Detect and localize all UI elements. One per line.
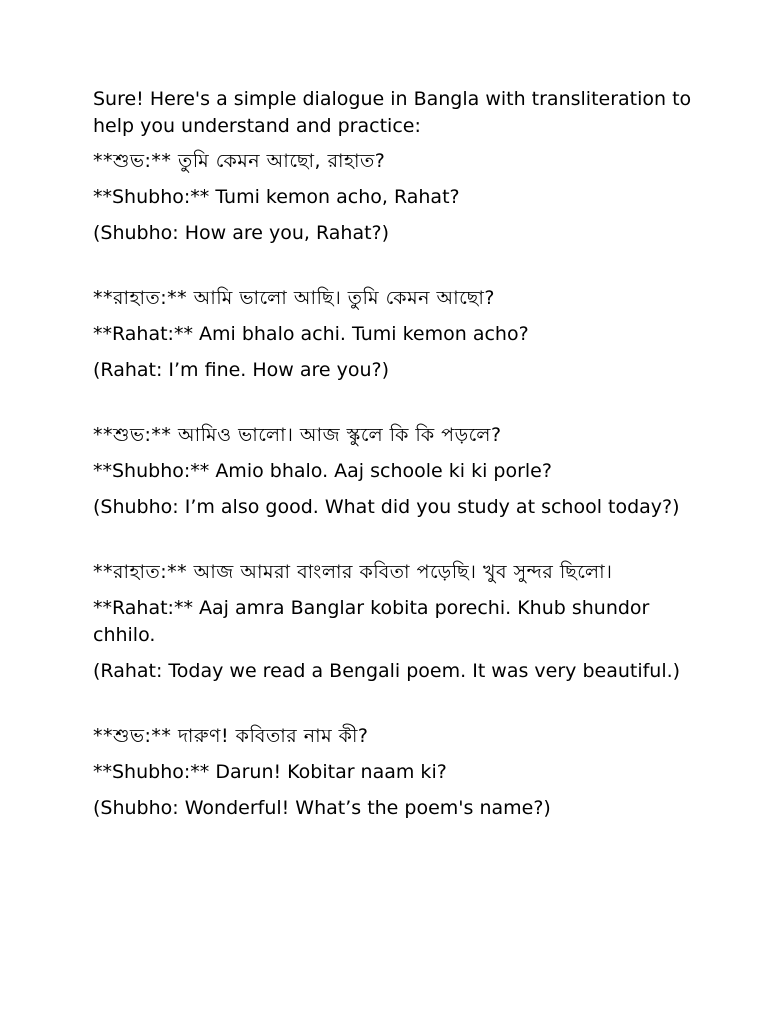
intro-paragraph: Sure! Here's a simple dialogue in Bangla with transliteration to help you understand and practice:: [93, 88, 692, 137]
bangla-line: **শুভ:** তুমি কেমন আছো, রাহাত?: [93, 150, 386, 172]
transliteration-line: **Rahat:** Aaj amra Banglar kobita porechi. Khub shundor chhilo.: [93, 597, 650, 646]
translation-line: (Shubho: How are you, Rahat?): [93, 222, 390, 244]
dialogue-exchange-1: [93, 148, 693, 247]
transliteration-line: **Shubho:** Tumi kemon acho, Rahat?: [93, 186, 460, 208]
dialogue-exchange-3: [93, 422, 693, 521]
bangla-line: **রাহাত:** আমি ভালো আছি। তুমি কেমন আছো?: [93, 287, 495, 309]
dialogue-exchange-5: [93, 723, 693, 822]
bangla-line: **শুভ:** দারুণ! কবিতার নাম কী?: [93, 725, 369, 747]
transliteration-line: **Shubho:** Amio bhalo. Aaj schoole ki ki porle?: [93, 460, 552, 482]
document-page: [93, 86, 693, 822]
translation-line: (Shubho: I’m also good. What did you study at school today?): [93, 496, 680, 518]
translation-line: (Rahat: I’m fine. How are you?): [93, 359, 390, 381]
transliteration-line: **Rahat:** Ami bhalo achi. Tumi kemon acho?: [93, 323, 529, 345]
translation-line: (Rahat: Today we read a Bengali poem. It was very beautiful.): [93, 660, 681, 682]
dialogue-exchange-2: [93, 285, 693, 384]
transliteration-line: **Shubho:** Darun! Kobitar naam ki?: [93, 761, 447, 783]
translation-line: (Shubho: Wonderful! What’s the poem's name?): [93, 797, 551, 819]
dialogue-exchange-4: [93, 559, 693, 685]
bangla-line: **শুভ:** আমিও ভালো। আজ স্কুলে কি কি পড়লে?: [93, 424, 502, 446]
bangla-line: **রাহাত:** আজ আমরা বাংলার কবিতা পড়েছি। খুব সুন্দর ছিলো।: [93, 561, 613, 583]
